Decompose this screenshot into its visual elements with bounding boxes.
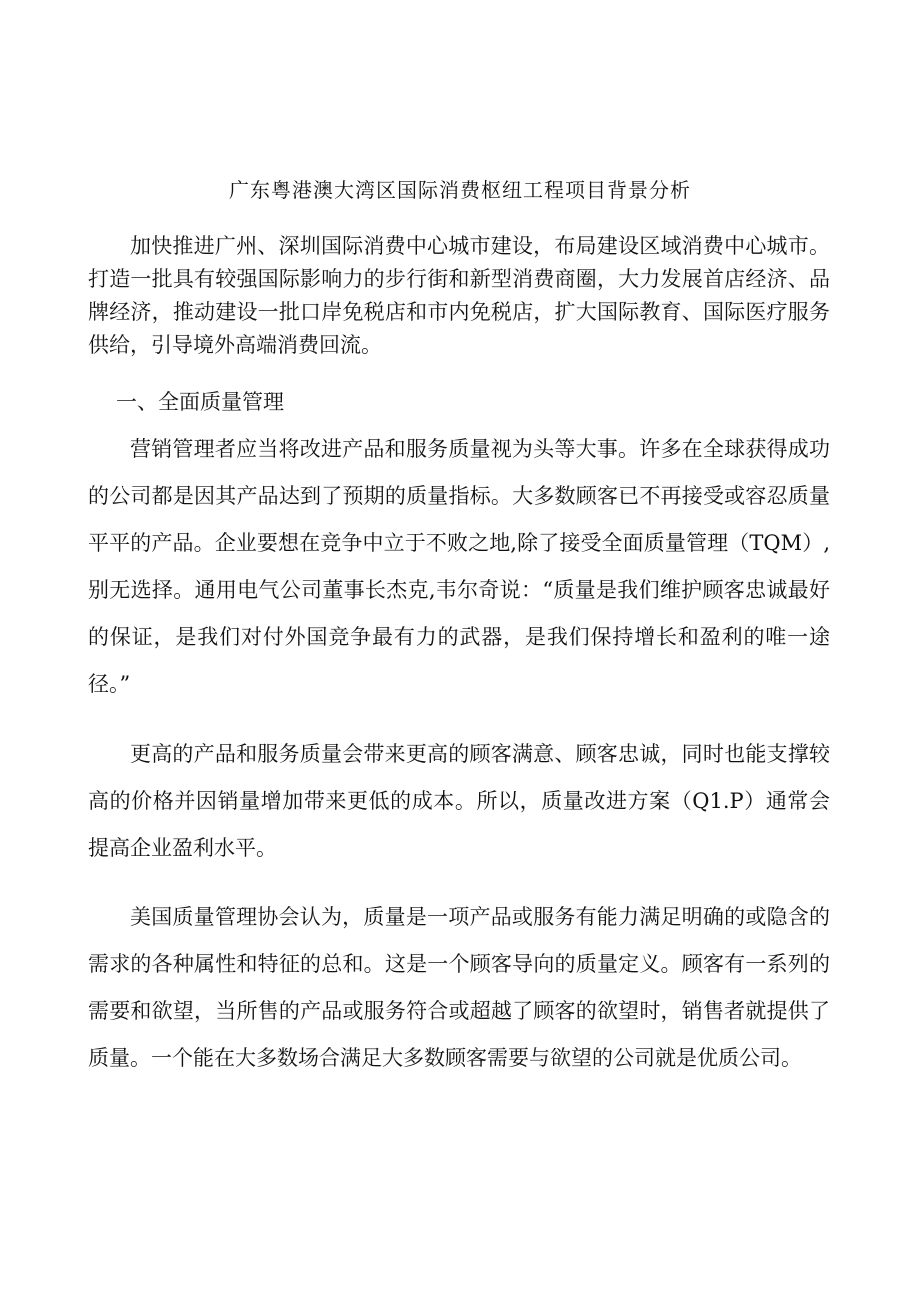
body-paragraph-2: 更高的产品和服务质量会带来更高的顾客满意、顾客忠诚，同时也能支撑较高的价格并因销量增加带来更低的成本。所以，质量改进方案（Q1.P）通常会提高企业盈利水平。 (88, 742, 830, 860)
body-paragraph-1: 营销管理者应当将改进产品和服务质量视为头等大事。许多在全球获得成功的公司都是因其产品达到了预期的质量指标。大多数顾客已不再接受或容忍质量平平的产品。企业要想在竞争中立于不败之地,除了接受全面质量管理（TQM）,别无选择。通用电气公司董事长杰克,韦尔奇说：“质量是我们维护顾客忠诚最好的保证，是我们对付外国竞争最有力的武器，是我们保持增长和盈利的唯一途径。” (88, 437, 830, 696)
body-paragraph-3: 美国质量管理协会认为，质量是一项产品或服务有能力满足明确的或隐含的需求的各种属性和特征的总和。这是一个顾客导向的质量定义。顾客有一系列的需要和欲望，当所售的产品或服务符合或超越了顾客的欲望时，销售者就提供了质量。一个能在大多数场合满足大多数顾客需要与欲望的公司就是优质公司。 (88, 905, 830, 1070)
document-title: 广东粤港澳大湾区国际消费枢纽工程项目背景分析 (229, 178, 691, 202)
intro-paragraph: 加快推进广州、深圳国际消费中心城市建设，布局建设区域消费中心城市。打造一批具有较强国际影响力的步行街和新型消费商圈，大力发展首店经济、品牌经济，推动建设一批口岸免税店和市内免税店，扩大国际教育、国际医疗服务供给，引导境外高端消费回流。 (88, 234, 830, 357)
section-heading: 一、全面质量管理 (116, 390, 284, 414)
